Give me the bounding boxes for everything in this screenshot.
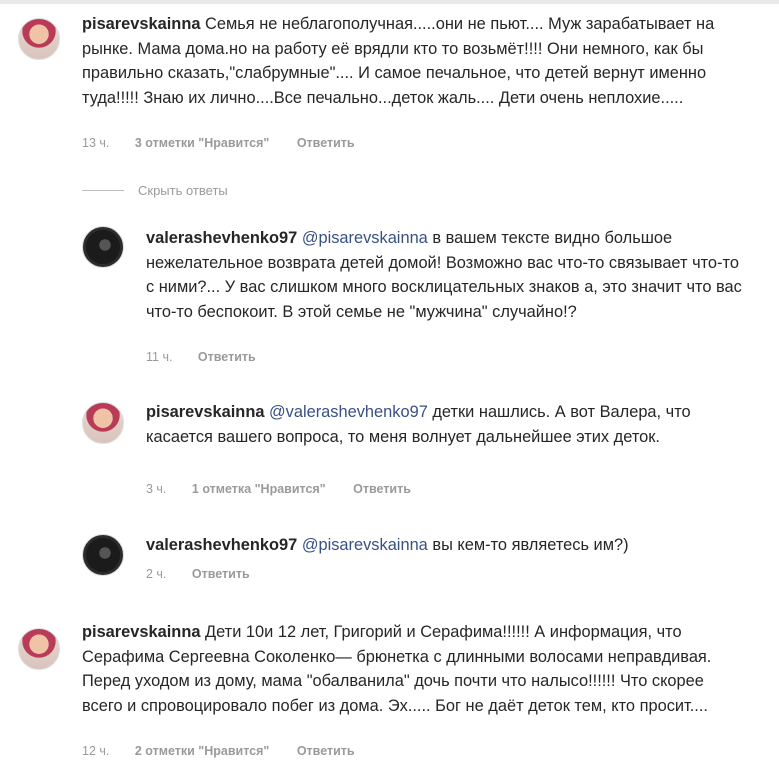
user-photo-icon: [83, 535, 123, 575]
mention-link[interactable]: @pisarevskainna: [301, 229, 428, 247]
comment-text: [146, 226, 746, 324]
comment-text: [82, 620, 747, 718]
comment-text: [82, 12, 742, 110]
reply-button[interactable]: Ответить: [191, 567, 250, 581]
username[interactable]: pisarevskainna: [82, 15, 201, 33]
timestamp[interactable]: 11 ч.: [146, 350, 173, 364]
comment-body: детки нашлись. А вот Валера, что касается вашего вопроса, то меня волнует дальнейшее этих деток.: [146, 403, 691, 446]
hide-replies-label[interactable]: Скрыть ответы: [138, 183, 228, 198]
user-photo-icon: [19, 19, 59, 59]
reply-button[interactable]: Ответить: [296, 136, 355, 150]
hide-replies-line: [82, 190, 124, 191]
mention-link[interactable]: @valerashevhenko97: [269, 403, 428, 421]
timestamp[interactable]: 13 ч.: [82, 136, 110, 150]
reply-button[interactable]: Ответить: [353, 482, 411, 496]
comment-body: Семья не неблагополучная.....они не пьют.... Муж зарабатывает на рынке. Мама дома.но на работу её врядли кто то возьмёт!!!! Они немного, как бы правильно сказать,"слабрумные".... И самое печальное, что детей вернут именно туда!!!!! Знаю их лично....Все печально...деток жаль.... Дети очень неплохие.....: [82, 15, 715, 107]
comment-meta: [146, 567, 250, 581]
avatar[interactable]: [82, 534, 124, 576]
username[interactable]: valerashevhenko97: [146, 229, 298, 247]
timestamp[interactable]: 3 ч.: [146, 482, 167, 496]
comment-body: вы кем-то являетесь им?): [427, 536, 629, 554]
comment-meta: [82, 136, 355, 150]
comment-meta: [82, 744, 355, 758]
timestamp[interactable]: 2 ч.: [146, 567, 167, 581]
comment-body: Дети 10и 12 лет, Григорий и Серафима!!!!!! А информация, что Серафима Сергеевна Соколенко— брюнетка с длинными волосами неправдивая. Перед уходом из дому, мама "обалванила" дочь почти что налысо!!!!!! Что скорее всего и спровоцировало побег из дома. Эх..... Бог не даёт деток тем, кто просит....: [82, 623, 712, 715]
hide-replies[interactable]: [82, 183, 228, 198]
avatar[interactable]: [18, 628, 60, 670]
user-photo-icon: [19, 629, 59, 669]
reply-button[interactable]: Ответить: [296, 744, 355, 758]
user-photo-icon: [83, 227, 123, 267]
avatar[interactable]: [82, 226, 124, 268]
username[interactable]: pisarevskainna: [82, 623, 201, 641]
comment-meta: [146, 350, 256, 364]
user-photo-icon: [83, 403, 123, 443]
avatar[interactable]: [18, 18, 60, 60]
comment-meta: [146, 482, 411, 496]
comment-body: в вашем тексте видно большое нежелательное возврата детей домой! Возможно вас что-то связывает что-то с ними?... У вас слишком много восклицательных знаков а, это значит что вас что-то беспокоит. В этой семье не "мужчина" случайно!?: [146, 229, 742, 321]
likes-count[interactable]: 3 отметки "Нравится": [134, 136, 270, 150]
avatar[interactable]: [82, 402, 124, 444]
comment-text: [146, 400, 746, 449]
likes-count[interactable]: 2 отметки "Нравится": [134, 744, 270, 758]
likes-count[interactable]: 1 отметка "Нравится": [191, 482, 326, 496]
top-divider: [0, 0, 779, 4]
username[interactable]: pisarevskainna: [146, 403, 265, 421]
username[interactable]: valerashevhenko97: [146, 536, 298, 554]
comment-text: [146, 533, 746, 558]
timestamp[interactable]: 12 ч.: [82, 744, 110, 758]
reply-button[interactable]: Ответить: [197, 350, 256, 364]
mention-link[interactable]: @pisarevskainna: [301, 536, 428, 554]
